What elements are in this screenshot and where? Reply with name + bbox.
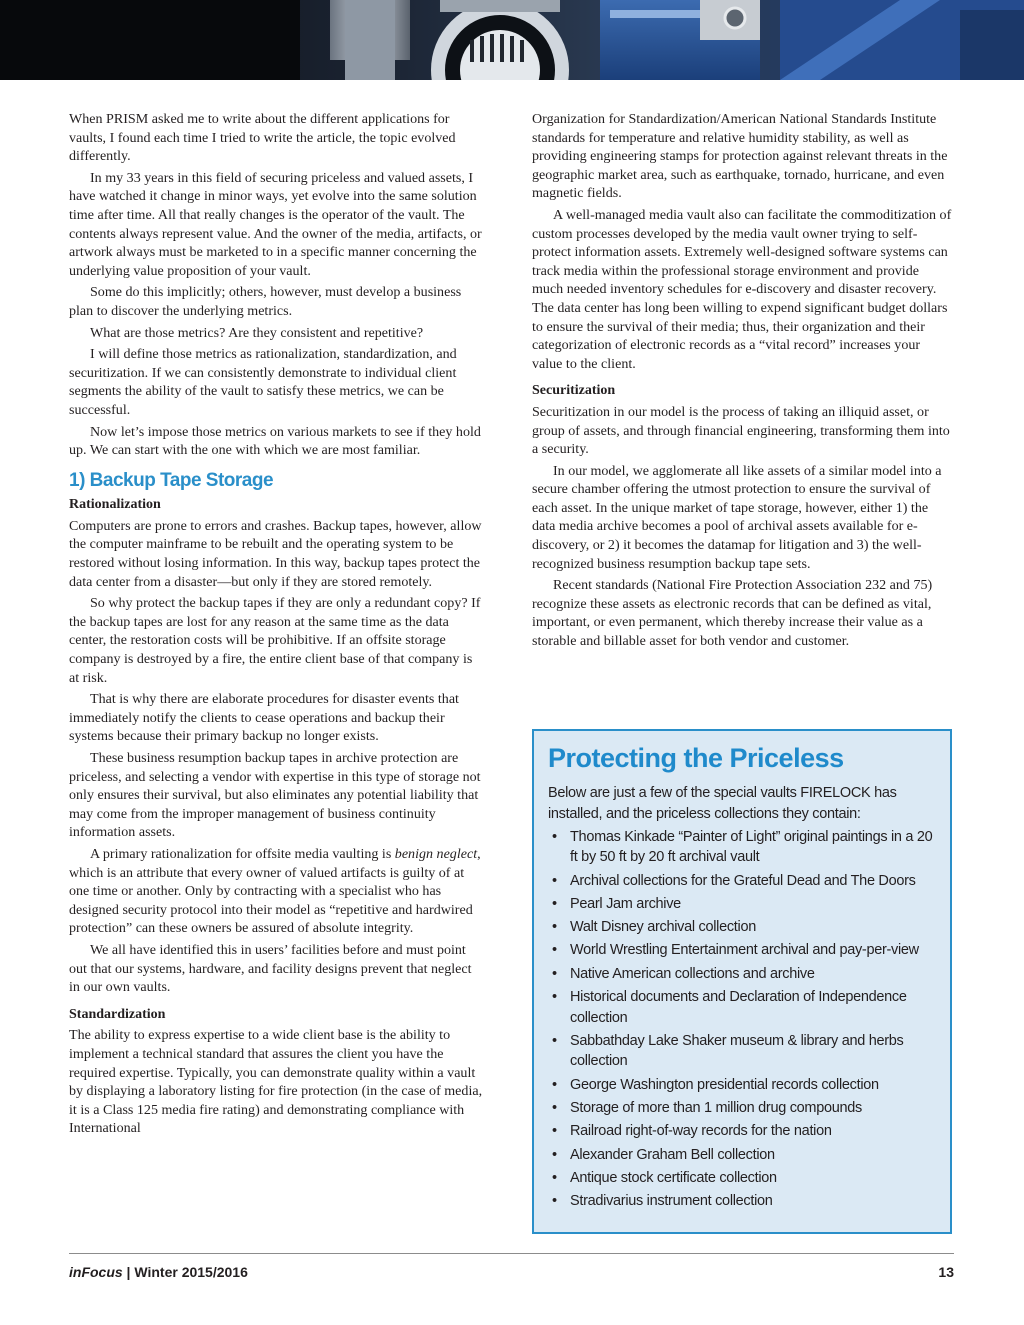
subheading-rationalization: Rationalization: [69, 497, 161, 513]
list-item: [548, 1191, 936, 1212]
paragraph: These business resumption backup tapes in archive protection are priceless, and selecting a vendor with expertise in this type of storage not only ensures their survival, but also eliminates any potential liability that may come from the improper management of business continuity information assets.: [69, 750, 481, 841]
publication-name: inFocus: [69, 1264, 123, 1280]
list-item: [548, 987, 936, 1028]
list-item-text: Storage of more than 1 million drug compounds: [570, 1099, 862, 1116]
bullet-icon: •: [552, 989, 557, 1006]
list-item-text: Historical documents and Declaration of Independence collection: [570, 989, 907, 1026]
list-item: [548, 1075, 936, 1096]
list-item-text: Sabbathday Lake Shaker museum & library and herbs collection: [570, 1032, 904, 1070]
paragraph: Computers are prone to errors and crashes. Backup tapes, however, allow the computer mainframe to be rebuilt and the operating system to be restored without losing information. In this way, backup tapes protect the data center from a disaster—but only if they are stored remotely.: [69, 517, 482, 590]
subheading-standardization: Standardization: [69, 1006, 166, 1022]
bullet-icon: •: [552, 965, 557, 982]
bullet-icon: •: [552, 1123, 557, 1140]
bullet-icon: •: [552, 1169, 557, 1186]
collections-list: [548, 827, 936, 1212]
paragraph: In our model, we agglomerate all like assets of a similar model into a secure chamber offering the utmost protection to ensure the survival of each asset. In the unique market of tape storage, however, either 1) the data media archive becomes a pool of archival assets available for e-discovery, or 2) it becomes the datamap for litigation and 3) the well-recognized business resumption backup tape sets.: [532, 462, 942, 572]
paragraph: In my 33 years in this field of securing priceless and valued assets, I have watched it change in minor ways, yet evolve into the same solution time after time. All that really changes is the operator of the vault. The contents always represent value. And the owner of the media, artifacts, or artwork always must be marketed to in a specific manner concerning the underlying value proposition of your vault.: [69, 169, 482, 279]
footer-publication-line: [69, 1264, 248, 1280]
sidebar-box: [532, 729, 952, 1234]
footer-divider: [69, 1253, 954, 1254]
list-item-text: Railroad right-of-way records for the nation: [570, 1123, 832, 1140]
paragraph: A well-managed media vault also can facilitate the commoditization of custom processes developed by the media vault owner trying to self-protect information assets. Extremely well-designed software systems can track media within the professional storage environment and provide much needed inventory schedules for e-discovery and disaster recovery. The data center has long been willing to expend significant budget dollars to ensure the survival of their media; thus, their organization and their categorization of electronic records as a “vital record” increases your value to the client.: [532, 206, 952, 372]
list-item: [548, 1098, 936, 1119]
bullet-icon: •: [552, 828, 557, 845]
list-item: [548, 964, 936, 985]
list-item-text: Alexander Graham Bell collection: [570, 1146, 775, 1163]
paragraph: Securitization in our model is the process of taking an illiquid asset, or group of assets, and through financial engineering, transforming them into a security.: [532, 403, 950, 458]
bullet-icon: •: [552, 1146, 557, 1163]
list-item-text: Thomas Kinkade “Painter of Light” original paintings in a 20 ft by 50 ft by 20 ft archival vault: [570, 828, 933, 866]
sidebar-title: Protecting the Priceless: [548, 743, 844, 773]
list-item: [548, 940, 936, 961]
paragraph: What are those metrics? Are they consistent and repetitive?: [90, 324, 424, 341]
list-item-text: George Washington presidential records collection: [570, 1076, 879, 1093]
emphasis-text: benign neglect: [394, 845, 478, 862]
bullet-icon: •: [552, 919, 557, 936]
text-run: A primary rationalization for offsite media vaulting is: [90, 845, 395, 862]
paragraph: Now let’s impose those metrics on various markets to see if they hold up. We can start with the one with which we are most familiar.: [69, 423, 481, 459]
bullet-icon: •: [552, 1099, 557, 1116]
bullet-icon: •: [552, 942, 557, 959]
subheading-securitization: Securitization: [532, 383, 616, 399]
list-item-text: Archival collections for the Grateful Dead and The Doors: [570, 872, 916, 889]
bullet-icon: •: [552, 1193, 557, 1210]
list-item-text: Antique stock certificate collection: [570, 1169, 777, 1186]
text-run: , which is an attribute that every owner of valued artifacts is guilty of at one time or another. Only by contracting with a specialist who has designed security protocol into their model as “repetitive and hardwired protection” can these owners be assured of absolute integrity.: [69, 845, 481, 937]
bullet-icon: •: [552, 1076, 557, 1093]
section-heading: 1) Backup Tape Storage: [69, 469, 274, 491]
list-item: [548, 1145, 936, 1166]
banner-photo: [0, 0, 1024, 80]
list-item: [548, 827, 936, 868]
paragraph: I will define those metrics as rationalization, standardization, and securitization. If we can consistently demonstrate to individual client segments the ability of the vault to satisfy these metrics, we can be successful.: [69, 346, 457, 418]
list-item-text: Native American collections and archive: [570, 965, 815, 982]
paragraph: Recent standards (National Fire Protection Association 232 and 75) recognize these assets as electronic records that can be defined as vital, important, or even permanent, which thereby increase their value as a storable and billable asset for both vendor and customer.: [532, 577, 933, 650]
list-item: [548, 871, 936, 892]
paragraph: We all have identified this in users’ facilities before and must point out that our systems, hardware, and facility designs prevent that neglect in our own vaults.: [69, 941, 472, 996]
list-item-text: Walt Disney archival collection: [570, 919, 756, 936]
bullet-icon: •: [552, 895, 557, 912]
list-item-text: Stradivarius instrument collection: [570, 1193, 773, 1210]
paragraph: So why protect the backup tapes if they are only a redundant copy? If the backup tapes are lost for any reason at the same time as the data center, the restoration costs will be prohibitive. If an offsite storage company is destroyed by a fire, the entire client base of that company is at risk.: [69, 595, 481, 686]
page-number: 13: [938, 1264, 954, 1280]
list-item: [548, 1031, 936, 1072]
list-item: [548, 894, 936, 915]
list-item: [548, 917, 936, 938]
paragraph: Organization for Standardization/American National Standards Institute standards for temperature and relative humidity stability, as well as providing engineering stamps for protection against relevant threats in the geographic market area, such as earthquake, tornado, hurricane, and even magnetic fields.: [532, 111, 948, 202]
paragraph: Some do this implicitly; others, however, must develop a business plan to discover the underlying metrics.: [69, 284, 462, 319]
list-item-text: World Wrestling Entertainment archival and pay-per-view: [570, 942, 919, 959]
vault-machinery-image: [0, 0, 1024, 80]
list-item: [548, 1121, 936, 1142]
bullet-icon: •: [552, 1032, 557, 1049]
paragraph: When PRISM asked me to write about the different applications for vaults, I found each time I tried to write the article, the topic evolved differently.: [69, 111, 456, 165]
paragraph: The ability to express expertise to a wide client base is the ability to implement a technical standard that assures the client you have the required expertise. Typically, you can demonstrate quality within a vault by displaying a laboratory listing for fire protection (in the case of media, it is a Class 125 media fire rating) and demonstrating compliance with International: [69, 1027, 483, 1137]
left-column: [69, 110, 485, 1141]
list-item: [548, 1168, 936, 1189]
page-footer: [69, 1264, 954, 1284]
footer-separator: |: [122, 1264, 135, 1280]
list-item-text: Pearl Jam archive: [570, 895, 681, 912]
bullet-icon: •: [552, 872, 557, 889]
issue-date: Winter 2015/2016: [134, 1264, 248, 1280]
paragraph: That is why there are elaborate procedures for disaster events that immediately notify the clients to cease operations and backup their systems because their primary backup no longer exists.: [69, 691, 459, 745]
paragraph: [69, 845, 485, 938]
right-column: [532, 110, 953, 654]
sidebar-intro: Below are just a few of the special vaults FIRELOCK has installed, and the priceless collections they contain:: [548, 785, 897, 822]
